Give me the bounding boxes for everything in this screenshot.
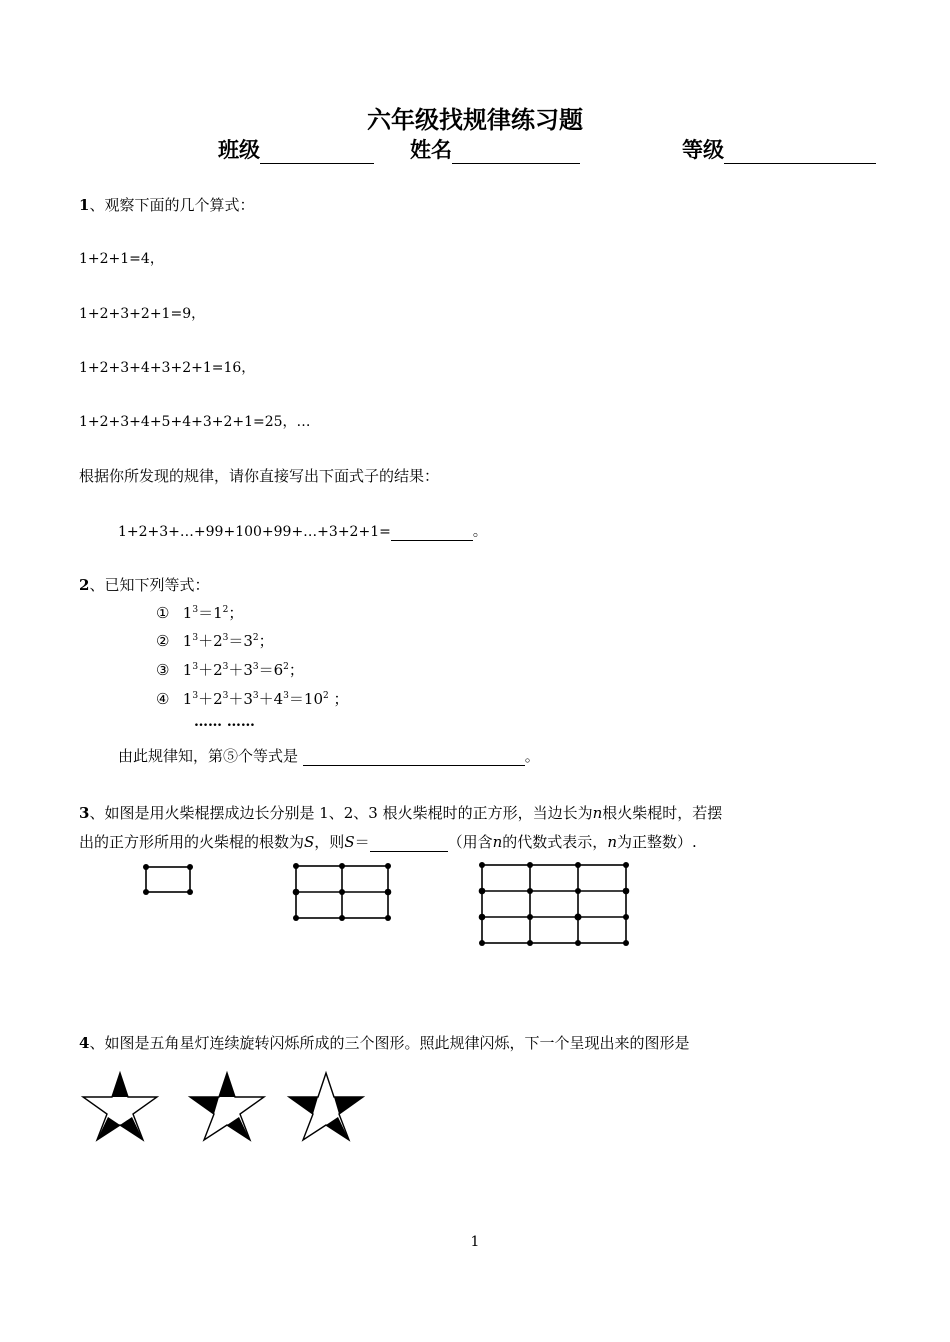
q3-number: 3 — [79, 804, 90, 822]
q4-text: 、如图是五角星灯连续旋转闪烁所成的三个图形。照此规律闪烁，下一个呈现出来的图形是 — [89, 1034, 690, 1052]
eq-exp: 3 — [192, 691, 199, 701]
q1-line-3: 1+2+3+4+3+2+1=16， — [79, 360, 256, 376]
q3-text: 出的正方形所用的火柴棍的根数为 — [79, 833, 305, 851]
var-n: n — [607, 833, 617, 851]
q3-text: 根火柴棍时，若摆 — [602, 804, 723, 822]
q2-mark-3: ③ — [156, 661, 170, 679]
q3-text: 的代数式表示， — [502, 833, 608, 851]
star-1-lower-right-point — [120, 1117, 143, 1140]
q3-line-1 — [79, 802, 722, 823]
eq-term: ； — [228, 604, 244, 622]
var-n: n — [592, 804, 603, 822]
eq-exp: 2 — [222, 605, 229, 615]
page-number: 1 — [470, 1234, 480, 1250]
grade-field — [682, 134, 876, 164]
matchstick-square-3 — [482, 865, 626, 943]
star-3-right-point — [334, 1097, 363, 1114]
eq-term: 1 — [182, 604, 193, 622]
q1-expression: 1+2+3+…+99+100+99+…+3+2+1= — [118, 524, 391, 540]
eq-term: ＝10 — [288, 690, 323, 708]
star-1-lower-left-point — [97, 1117, 120, 1140]
q1-expression-row — [118, 521, 487, 541]
q1-line-1: 1+2+1=4， — [79, 251, 164, 267]
eq-term: ； — [258, 632, 274, 650]
star-3-outline — [289, 1073, 363, 1140]
q4-text-row — [79, 1032, 689, 1053]
q1-line-2: 1+2+3+2+1=9， — [79, 306, 206, 322]
eq-exp: 2 — [283, 662, 289, 672]
q3-text: （用含 — [447, 833, 493, 851]
q4-number: 4 — [79, 1034, 90, 1052]
matchstick-square-2 — [296, 866, 388, 918]
star-3-lower-right-point — [326, 1117, 349, 1140]
eq-term: ＝6 — [258, 661, 284, 679]
star-1-top-point — [112, 1073, 128, 1097]
q2-intro-text: 、已知下列等式： — [89, 576, 210, 594]
eq-term: ＋2 — [198, 690, 223, 708]
q2-conclusion: 由此规律知，第⑤个等式是 — [118, 747, 299, 765]
class-label: 班级 — [218, 137, 260, 162]
q1-line-4: 1+2+3+4+5+4+3+2+1=25，… — [79, 414, 311, 430]
eq-term: ＋3 — [228, 661, 253, 679]
eq-exp: 3 — [252, 691, 259, 701]
q2-conclusion-row — [118, 745, 540, 766]
star-3-left-point — [289, 1097, 318, 1114]
eq-term: ＋2 — [198, 661, 223, 679]
eq-term: ＋3 — [228, 690, 253, 708]
q2-number: 2 — [79, 576, 90, 594]
q1-prompt: 根据你所发现的规律，请你直接写出下面式子的结果： — [79, 467, 440, 485]
star-2-left-point — [190, 1097, 219, 1114]
eq-exp: 3 — [222, 633, 229, 643]
page-title: 六年级找规律练习题 — [367, 105, 583, 134]
var-s: S — [344, 833, 355, 851]
eq-exp: 3 — [192, 633, 199, 643]
q1-intro-text: 、观察下面的几个算式： — [89, 196, 255, 214]
eq-term: ； — [288, 661, 304, 679]
matchstick-square-1-joints — [143, 864, 193, 895]
q1-end: 。 — [472, 524, 487, 540]
q2-mark-1: ① — [156, 604, 170, 622]
star-2-lower-right-point — [227, 1117, 250, 1140]
name-field — [410, 134, 580, 164]
q2-equation-3 — [156, 659, 304, 680]
star-1-outline — [83, 1073, 157, 1140]
q2-equation-1 — [156, 602, 243, 623]
matchstick-square-2-joints — [293, 863, 392, 921]
q1-answer-blank[interactable] — [391, 524, 473, 541]
q3-text: ，则 — [314, 833, 345, 851]
eq-term: 1 — [182, 690, 193, 708]
q2-end: 。 — [524, 747, 540, 765]
grade-blank[interactable] — [724, 143, 876, 164]
matchstick-square-1 — [146, 867, 190, 892]
q2-equation-4 — [156, 688, 349, 709]
q2-answer-blank[interactable] — [303, 745, 525, 766]
eq-term: ； — [328, 690, 349, 708]
name-blank[interactable] — [452, 143, 580, 164]
eq-term: 1 — [182, 632, 193, 650]
eq-exp: 2 — [252, 633, 259, 643]
eq-exp: 3 — [222, 662, 229, 672]
star-figure-3 — [289, 1073, 363, 1140]
q1-intro — [79, 194, 254, 215]
star-2-outline — [190, 1073, 264, 1140]
name-label: 姓名 — [410, 137, 452, 162]
q3-text: 为正整数）. — [616, 833, 697, 851]
eq-term: ＝3 — [228, 632, 253, 650]
eq-exp: 3 — [192, 662, 199, 672]
star-figure-1 — [83, 1073, 157, 1140]
q2-dots: …… …… — [194, 714, 255, 730]
var-s: S — [304, 833, 315, 851]
star-figure-2 — [190, 1073, 264, 1140]
star-2-top-point — [219, 1073, 235, 1097]
q3-answer-blank[interactable] — [370, 833, 448, 852]
q3-text: ＝ — [354, 833, 370, 851]
q1-number: 1 — [79, 196, 90, 214]
q2-mark-4: ④ — [156, 690, 170, 708]
eq-exp: 3 — [252, 662, 259, 672]
eq-exp: 2 — [323, 691, 329, 701]
class-field — [218, 134, 374, 164]
q3-line-2 — [79, 831, 697, 852]
eq-term: 1 — [182, 661, 193, 679]
eq-term: ＋2 — [198, 632, 223, 650]
eq-exp: 3 — [283, 691, 289, 701]
var-n: n — [492, 833, 503, 851]
q2-intro — [79, 574, 209, 595]
grade-label: 等级 — [682, 137, 724, 162]
q2-mark-2: ② — [156, 632, 170, 650]
q2-equation-2 — [156, 630, 274, 651]
eq-exp: 3 — [192, 605, 199, 615]
eq-term: ＋4 — [258, 690, 284, 708]
eq-term: ＝1 — [198, 604, 223, 622]
class-blank[interactable] — [260, 143, 374, 164]
q3-text: 、如图是用火柴棍摆成边长分别是 1、2、3 根火柴棍时的正方形，当边长为 — [89, 804, 593, 822]
matchstick-square-3-joints — [479, 862, 630, 946]
eq-exp: 3 — [222, 691, 229, 701]
